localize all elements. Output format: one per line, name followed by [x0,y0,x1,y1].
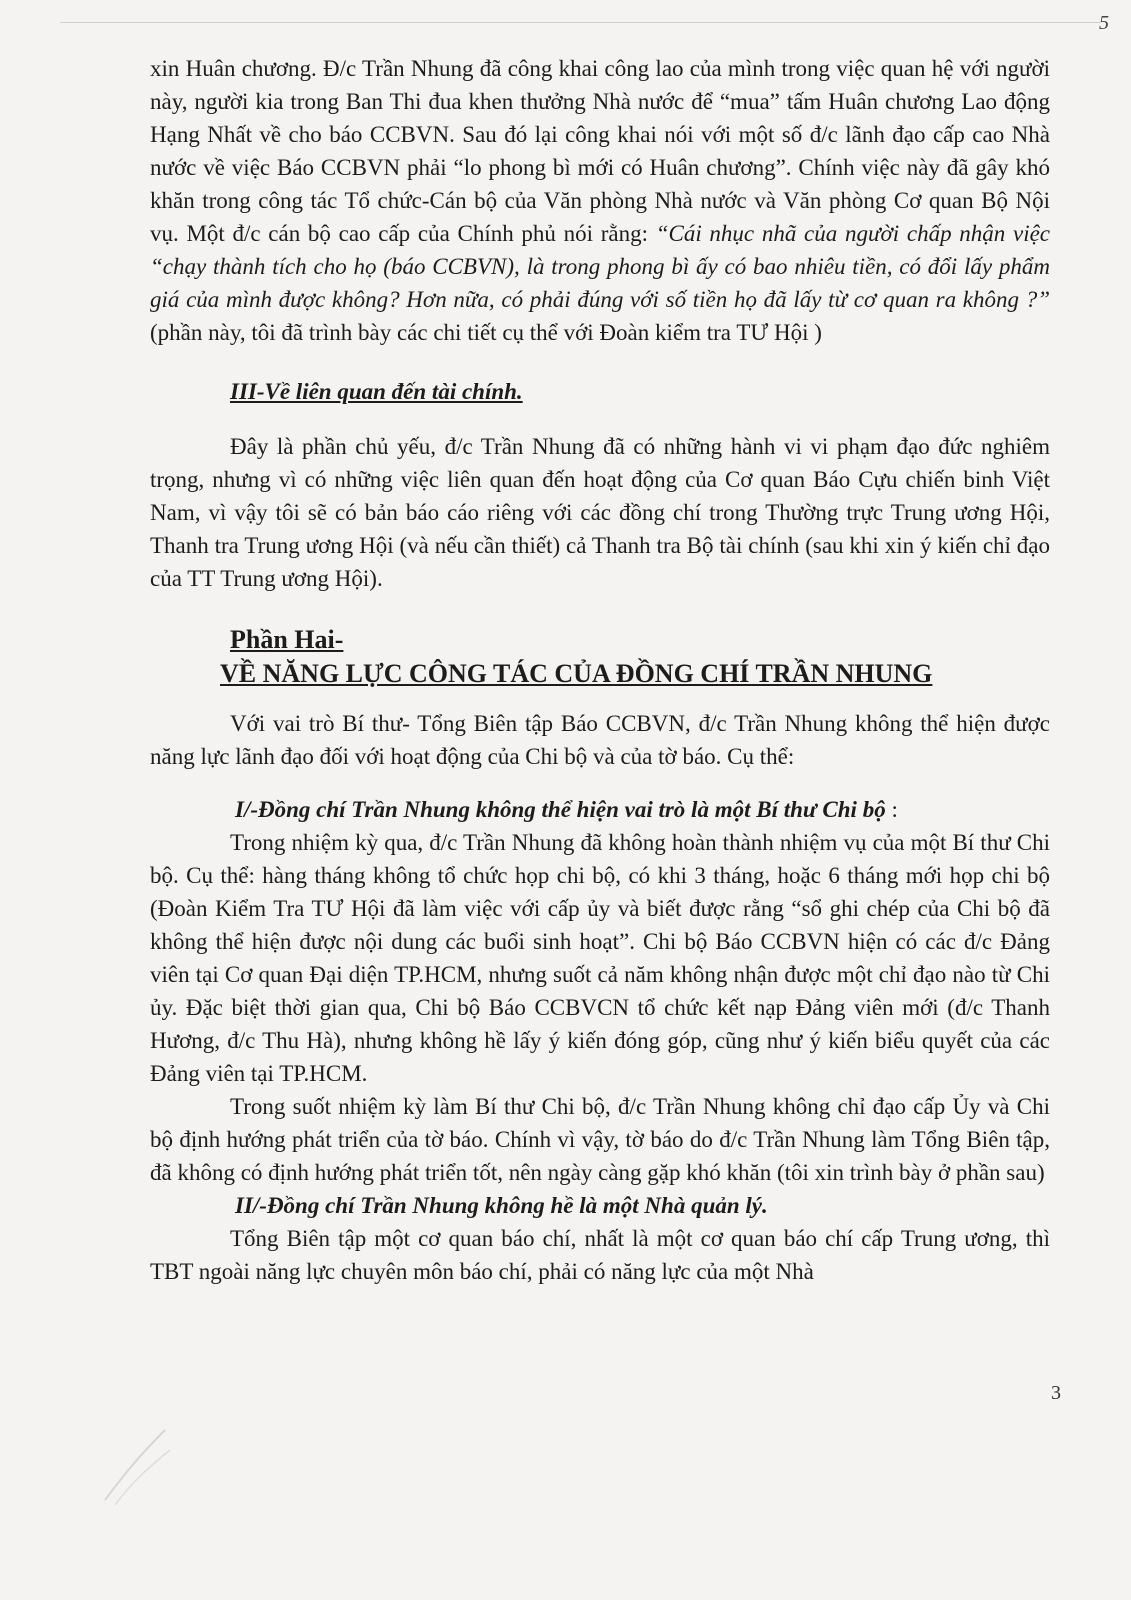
document-body [150,52,1050,1288]
scan-smudge-mark [95,1420,175,1510]
section-3-paragraph: Đây là phần chủ yếu, đ/c Trần Nhung đã có những hành vi vi phạm đạo đức nghiêm trọng, nhưng vì có những việc liên quan đến hoạt động của Cơ quan Báo Cựu chiến binh Việt Nam, vì vậy tôi sẽ có bản báo cáo riêng với các đồng chí trong Thường trực Trung ương Hội, Thanh tra Trung ương Hội (và nếu cần thiết) cả Thanh tra Bộ tài chính (sau khi xin ý kiến chỉ đạo của TT Trung ương Hội). [150,434,1050,591]
section-3-heading: III-Về liên quan đến tài chính. [230,379,523,404]
scan-edge-line [60,22,1100,23]
subsection-1-heading-wrap [235,793,1050,826]
quote-text: “Cái nhục nhã của người chấp nhận việc “chạy thành tích cho họ (báo CCBVN), là trong phong bì ấy có bao nhiêu tiền, có đổi lấy phẩm giá của mình được không? Hơn nữa, có phải đúng với số tiền họ đã lấy từ cơ quan ra không ?” [150,221,1051,312]
subsection-2-heading-wrap [235,1189,1050,1222]
paragraph-medal [150,52,1050,349]
part-two-intro: Với vai trò Bí thư- Tổng Biên tập Báo CCBVN, đ/c Trần Nhung không thể hiện được năng lực lãnh đạo đối với hoạt động của Chi bộ và của tờ báo. Cụ thể: [150,711,1050,769]
subsection-1-heading: I/-Đồng chí Trần Nhung không thể hiện vai trò là một Bí thư Chi bộ [235,797,886,822]
corner-page-mark: 5 [1099,12,1109,34]
part-two-heading: VỀ NĂNG LỰC CÔNG TÁC CỦA ĐỒNG CHÍ TRẦN NHUNG [220,659,933,688]
paragraph-medal-text: xin Huân chương. Đ/c Trần Nhung đã công khai công lao của mình trong việc quan hệ với người này, người kia trong Ban Thi đua khen thưởng Nhà nước để “mua” tấm Huân chương Lao động Hạng Nhất về cho báo CCBVN. Sau đó lại công khai nói với một số đ/c lãnh đạo cấp cao Nhà nước về việc Báo CCBVN phải “lo phong bì mới có Huân chương”. Chính việc này đã gây khó khăn trong công tác Tổ chức-Cán bộ của Văn phòng Nhà nước và Văn phòng Cơ quan Bộ Nội vụ. Một đ/c cán bộ cao cấp của Chính phủ nói rằng: [150,56,1050,246]
subsection-1-colon: : [885,797,898,822]
page-number: 3 [1051,1382,1061,1404]
subsection-2-heading: II/-Đồng chí Trần Nhung không hề là một Nhà quản lý. [235,1193,768,1218]
subsection-1-paragraph-2: Trong suốt nhiệm kỳ làm Bí thư Chi bộ, đ/c Trần Nhung không chỉ đạo cấp Ủy và Chi bộ định hướng phát triển của tờ báo. Chính vì vậy, tờ báo do đ/c Trần Nhung làm Tổng Biên tập, đã không có định hướng phát triển tốt, nên ngày càng gặp khó khăn (tôi xin trình bày ở phần sau) [150,1094,1050,1185]
paragraph-medal-tail: (phần này, tôi đã trình bày các chi tiết cụ thể với Đoàn kiểm tra TƯ Hội ) [150,320,822,345]
subsection-2-paragraph: Tổng Biên tập một cơ quan báo chí, nhất là một cơ quan báo chí cấp Trung ương, thì TBT ngoài năng lực chuyên môn báo chí, phải có năng lực của một Nhà [150,1226,1050,1284]
part-two-title [150,623,1050,691]
subsection-1-paragraph: Trong nhiệm kỳ qua, đ/c Trần Nhung đã không hoàn thành nhiệm vụ của một Bí thư Chi bộ. Cụ thể: hàng tháng không tổ chức họp chi bộ, có khi 3 tháng, hoặc 6 tháng mới họp chi bộ (Đoàn Kiểm Tra TƯ Hội đã làm việc với cấp ủy và biết được rằng “sổ ghi chép của Chi bộ đã không thể hiện được nội dung các buổi sinh hoạt”. Chi bộ Báo CCBVN hiện có các đ/c Đảng viên tại Cơ quan Đại diện TP.HCM, nhưng suốt cả năm không nhận được một chỉ đạo nào từ Chi ủy. Đặc biệt thời gian qua, Chi bộ Báo CCBVCN tổ chức kết nạp Đảng viên mới (đ/c Thanh Hương, đ/c Thu Hà), nhưng không hề lấy ý kiến đóng góp, cũng như ý kiến biểu quyết của các Đảng viên tại TP.HCM. [150,830,1050,1086]
section-3-heading-wrap [230,375,1050,408]
part-two-label: Phần Hai- [230,625,344,654]
